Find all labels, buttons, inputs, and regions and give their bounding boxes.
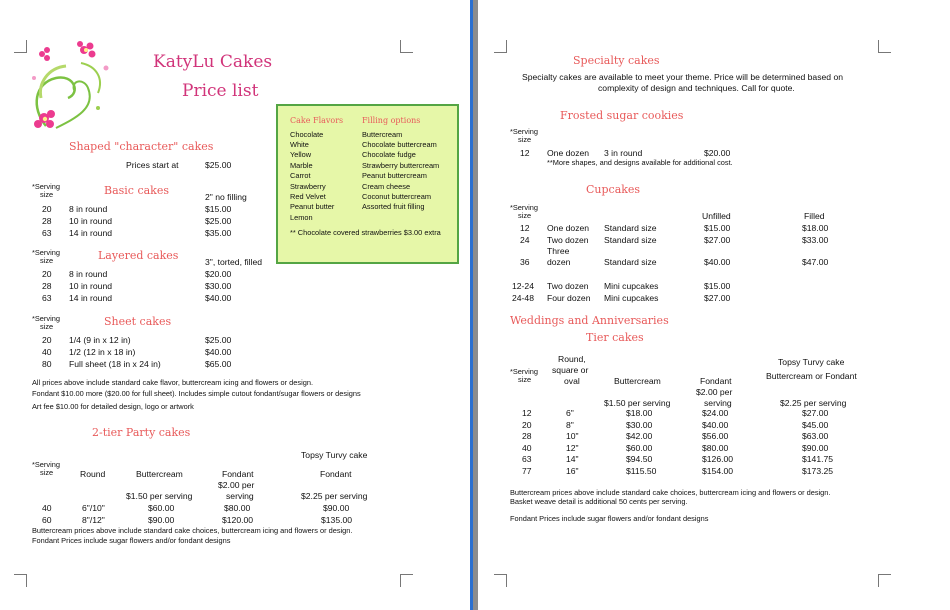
- crop-mark: [14, 574, 27, 587]
- crop-mark: [878, 40, 891, 53]
- cupcakes-filled-header: Filled: [804, 211, 825, 221]
- row-serving: 40: [42, 503, 52, 513]
- row-serving: 12: [520, 223, 530, 233]
- row-serving: 28: [522, 431, 532, 441]
- tier2-col-round: Round: [80, 469, 106, 479]
- layered-heading: Layered cakes: [98, 249, 179, 262]
- row-price: $40.00: [205, 347, 232, 357]
- row-type: Mini cupcakes: [604, 281, 659, 291]
- cupcakes-unfilled-header: Unfilled: [702, 211, 731, 221]
- row-serving: 24-48: [512, 293, 534, 303]
- cupcakes-heading: Cupcakes: [586, 183, 641, 196]
- row-qty: dozen: [547, 257, 571, 267]
- tier2-fondant-rate: serving: [226, 491, 254, 501]
- specialty-line: complexity of design and techniques. Call for quote.: [598, 83, 795, 93]
- tier2-butter-rate: $1.50 per serving: [126, 491, 193, 501]
- row-topsy: $173.25: [802, 465, 834, 476]
- crop-mark: [494, 40, 507, 53]
- note-line: All prices above include standard cake flavor, buttercream icing and flowers or design.: [32, 378, 313, 387]
- flavors-note: ** Chocolate covered strawberries $3.00 extra: [290, 228, 441, 237]
- row-desc: 10 in round: [69, 216, 113, 226]
- row-price: $15.00: [205, 204, 232, 214]
- wed-butter-rate: $1.50 per serving: [604, 398, 671, 408]
- row-size: 8": [566, 419, 574, 430]
- row-serving: 28: [42, 281, 52, 291]
- serving-label: size: [40, 322, 54, 331]
- filling-item: Cream cheese: [362, 182, 411, 191]
- row-topsy: $135.00: [321, 515, 353, 525]
- row-qty: Three: [547, 246, 570, 256]
- page-subtitle: Price list: [182, 81, 259, 101]
- row-serving: 80: [42, 359, 52, 369]
- row-topsy: $45.00: [802, 419, 829, 430]
- serving-label: *Serving: [32, 248, 60, 257]
- note-line: Fondant Prices include sugar flowers and/or fondant designs: [510, 514, 709, 523]
- flavor-item: Peanut butter: [290, 202, 335, 211]
- row-butter: $60.00: [148, 503, 175, 513]
- serving-label: size: [518, 211, 532, 220]
- row-unfilled: $15.00: [704, 223, 731, 233]
- wed-fondant-rate: $2.00 per: [696, 387, 733, 397]
- tier2-col-butter: Buttercream: [136, 469, 183, 479]
- filling-item: Buttercream: [362, 130, 403, 139]
- row-serving: 63: [42, 228, 52, 238]
- filling-item: Coconut buttercream: [362, 192, 432, 201]
- serving-label: size: [40, 468, 54, 477]
- wed-topsy-rate: $2.25 per serving: [780, 398, 847, 408]
- note-line: Buttercream prices above include standard cake choices, buttercream icing and flowers or design.: [32, 526, 353, 535]
- row-fondant: $24.00: [702, 408, 729, 418]
- serving-label: size: [40, 256, 54, 265]
- page-two: [478, 0, 950, 610]
- row-serving: 20: [42, 335, 52, 345]
- note-line: Art fee $10.00 for detailed design, logo or artwork: [32, 402, 194, 411]
- tier2-heading: 2-tier Party cakes: [92, 426, 191, 439]
- wed-topsy-header: Buttercream or Fondant: [766, 371, 857, 381]
- row-fondant: $56.00: [702, 431, 729, 441]
- cookies-serving: 12: [520, 148, 530, 158]
- row-serving: 12: [522, 408, 532, 418]
- shaped-label: Prices start at: [126, 160, 179, 170]
- row-fondant: $154.00: [702, 465, 734, 476]
- row-butter: $30.00: [626, 419, 653, 430]
- row-qty: Four dozen: [547, 293, 591, 303]
- specialty-line: Specialty cakes are available to meet your theme. Price will be determined based on: [522, 72, 844, 82]
- row-desc: 8 in round: [69, 269, 108, 279]
- filling-item: Chocolate buttercream: [362, 140, 437, 149]
- row-type: Standard size: [604, 257, 657, 267]
- flavors-box: [276, 104, 459, 264]
- row-serving: 24: [520, 235, 530, 245]
- crop-mark: [400, 40, 413, 53]
- flavor-item: Yellow: [290, 150, 312, 159]
- crop-mark: [878, 574, 891, 587]
- shaped-heading: Shaped "character" cakes: [69, 140, 214, 153]
- basic-heading: Basic cakes: [104, 184, 170, 197]
- row-price: $30.00: [205, 281, 232, 291]
- row-qty: Two dozen: [547, 281, 589, 291]
- row-serving: 20: [42, 269, 52, 279]
- row-butter: $90.00: [148, 515, 175, 525]
- serving-label: *Serving: [32, 182, 60, 191]
- note-line: Fondant Prices include sugar flowers and/or fondant designs: [32, 536, 231, 545]
- row-serving: 36: [520, 257, 530, 267]
- cookies-note: **More shapes, and designs available for additional cost.: [547, 158, 733, 167]
- cookies-price: $20.00: [704, 148, 731, 158]
- basic-note: 2" no filling: [205, 192, 247, 202]
- note-line: Buttercream prices above include standard cake choices, buttercream icing and flowers or design.: [510, 488, 831, 497]
- crop-mark: [494, 574, 507, 587]
- tier2-topsy-rate: $2.25 per serving: [301, 491, 368, 501]
- row-serving: 28: [42, 216, 52, 226]
- row-desc: 1/4 (9 in x 12 in): [69, 335, 131, 345]
- row-butter: $115.50: [626, 465, 657, 476]
- flavor-item: White: [290, 140, 309, 149]
- specialty-heading: Specialty cakes: [573, 54, 660, 67]
- row-desc: 14 in round: [69, 228, 113, 238]
- serving-label: *Serving: [510, 127, 538, 136]
- row-qty: Two dozen: [547, 235, 589, 245]
- row-qty: One dozen: [547, 223, 590, 233]
- filling-item: Chocolate fudge: [362, 150, 416, 159]
- row-butter: $18.00: [626, 408, 653, 418]
- filling-item: Peanut buttercream: [362, 171, 427, 180]
- row-desc: 1/2 (12 in x 18 in): [69, 347, 136, 357]
- row-fondant: $120.00: [222, 515, 254, 525]
- tier2-col-fondant: Fondant: [222, 469, 254, 479]
- cookies-size: 3 in round: [604, 148, 643, 158]
- row-serving: 12-24: [512, 281, 534, 291]
- page-one: [0, 0, 471, 610]
- row-serving: 60: [42, 515, 52, 525]
- flavor-item: Strawberry: [290, 182, 326, 191]
- row-price: $25.00: [205, 335, 232, 345]
- flavor-item: Lemon: [290, 213, 313, 222]
- wed-col-round: oval: [564, 376, 580, 386]
- serving-label: size: [40, 190, 54, 199]
- row-price: $65.00: [205, 359, 232, 369]
- tier-heading: Tier cakes: [586, 331, 644, 344]
- row-topsy: $27.00: [802, 408, 829, 418]
- wed-fondant-rate: serving: [704, 398, 732, 408]
- row-type: Mini cupcakes: [604, 293, 659, 303]
- note-line: Fondant $10.00 more ($20.00 for full sheet). Includes simple cutout fondant/sugar flowers or designs: [32, 389, 361, 398]
- wed-col-butter: Buttercream: [614, 376, 661, 386]
- tier2-col-fondant2: Fondant: [320, 469, 352, 479]
- row-serving: 20: [522, 419, 532, 430]
- row-price: $25.00: [205, 216, 232, 226]
- wed-col-round: square or: [552, 365, 589, 375]
- row-desc: 14 in round: [69, 293, 113, 303]
- row-butter: $60.00: [626, 442, 653, 453]
- tier2-fondant-rate: $2.00 per: [218, 480, 255, 490]
- row-desc: 10 in round: [69, 281, 113, 291]
- row-filled: $33.00: [802, 235, 829, 245]
- row-fondant: $126.00: [702, 454, 734, 464]
- row-butter: $94.50: [626, 454, 653, 464]
- row-size: 12": [566, 442, 579, 453]
- wed-col-round: Round,: [558, 354, 586, 364]
- row-desc: Full sheet (18 in x 24 in): [69, 359, 161, 369]
- row-type: Standard size: [604, 235, 657, 245]
- row-serving: 20: [42, 204, 52, 214]
- flavor-item: Chocolate: [290, 130, 324, 139]
- filling-item: Assorted fruit filling: [362, 202, 425, 211]
- serving-label: *Serving: [32, 460, 60, 469]
- row-fondant: $80.00: [702, 442, 729, 453]
- row-topsy: $90.00: [802, 442, 829, 453]
- row-unfilled: $27.00: [704, 235, 731, 245]
- wed-topsy-header: Topsy Turvy cake: [778, 357, 845, 367]
- row-price: $35.00: [205, 228, 232, 238]
- row-unfilled: $27.00: [704, 293, 731, 303]
- row-filled: $18.00: [802, 223, 829, 233]
- page-edge: [470, 0, 473, 610]
- row-size: 16": [566, 465, 579, 476]
- row-serving: 77: [522, 465, 532, 476]
- row-fondant: $80.00: [224, 503, 251, 513]
- wed-col-fondant: Fondant: [700, 376, 732, 386]
- row-butter: $42.00: [626, 431, 653, 441]
- sheet-heading: Sheet cakes: [104, 315, 172, 328]
- row-round: 6"/10": [82, 503, 105, 513]
- serving-label: size: [518, 135, 532, 144]
- serving-label: *Serving: [32, 314, 60, 323]
- row-unfilled: $40.00: [704, 257, 731, 267]
- row-round: 8"/12": [82, 515, 105, 525]
- row-desc: 8 in round: [69, 204, 108, 214]
- serving-label: *Serving: [510, 203, 538, 212]
- cookies-heading: Frosted sugar cookies: [560, 109, 684, 122]
- row-type: Standard size: [604, 223, 657, 233]
- row-filled: $47.00: [802, 257, 829, 267]
- row-price: $20.00: [205, 269, 232, 279]
- row-topsy: $63.00: [802, 431, 829, 441]
- row-serving: 40: [42, 347, 52, 357]
- flavor-item: Red Velvet: [290, 192, 326, 201]
- note-line: Basket weave detail is additional 50 cents per serving.: [510, 497, 688, 506]
- row-size: 6": [566, 408, 574, 418]
- filling-item: Strawberry buttercream: [362, 161, 440, 170]
- flavor-item: Marble: [290, 161, 313, 170]
- row-topsy: $90.00: [323, 503, 350, 513]
- weddings-heading: Weddings and Anniversaries: [510, 314, 669, 327]
- flavor-item: Carrot: [290, 171, 311, 180]
- row-size: 14": [566, 454, 579, 464]
- tier2-topsy-header: Topsy Turvy cake: [301, 450, 368, 460]
- flavors-heading: Cake Flavors: [290, 116, 344, 125]
- serving-label: size: [518, 375, 532, 384]
- cookies-qty: One dozen: [547, 148, 590, 158]
- row-serving: 40: [522, 442, 532, 453]
- row-fondant: $40.00: [702, 419, 729, 430]
- row-unfilled: $15.00: [704, 281, 731, 291]
- shaped-price: $25.00: [205, 160, 232, 170]
- row-topsy: $141.75: [802, 454, 834, 464]
- crop-mark: [400, 574, 413, 587]
- page-title: KatyLu Cakes: [153, 52, 273, 72]
- floral-logo-icon: [26, 38, 116, 133]
- row-size: 10": [566, 431, 579, 441]
- layered-note: 3", torted, filled: [205, 257, 263, 267]
- row-serving: 63: [42, 293, 52, 303]
- fillings-heading: Filling options: [362, 116, 421, 125]
- row-price: $40.00: [205, 293, 232, 303]
- row-serving: 63: [522, 454, 532, 464]
- serving-label: *Serving: [510, 367, 538, 376]
